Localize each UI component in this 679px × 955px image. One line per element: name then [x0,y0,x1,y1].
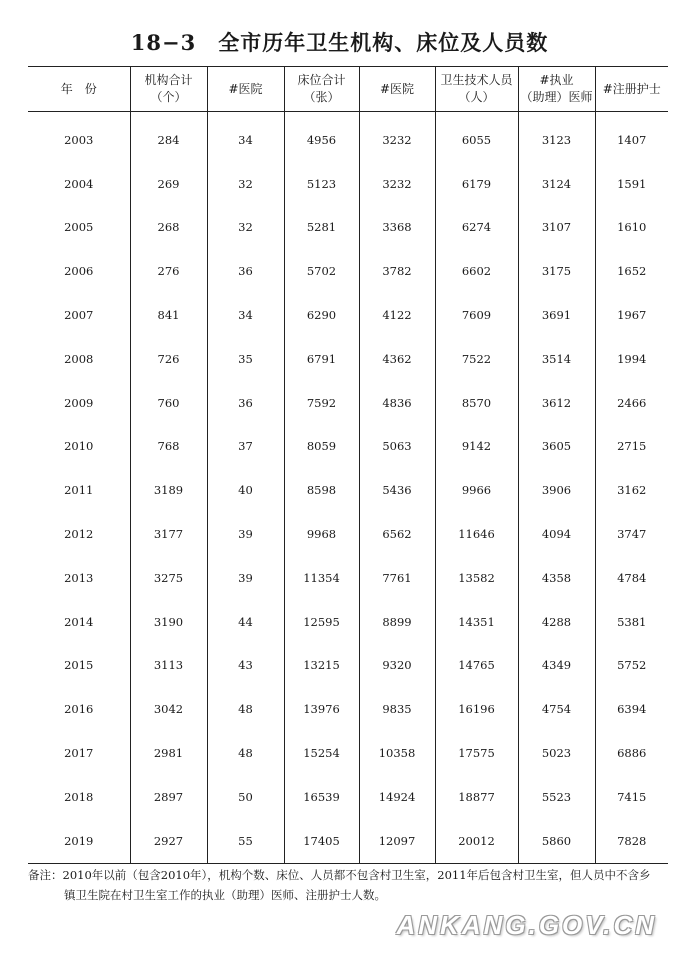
table-row [28,112,668,162]
value-cell: 4122 [359,293,435,337]
year-cell: 2003 [64,132,94,147]
value-cell: 37 [207,425,284,469]
value-cell: 7609 [435,293,518,337]
value-cell: 1610 [595,206,668,250]
value-cell: 4288 [518,600,595,644]
value-cell: 1407 [595,112,668,162]
value-cell: 34 [207,112,284,162]
value-cell: 8899 [359,600,435,644]
value-cell: 3107 [518,206,595,250]
value-cell: 6290 [284,293,359,337]
value-cell: 5381 [595,600,668,644]
col-header-physicians: #执业 （助理）医师 [518,67,595,112]
year-cell: 2011 [64,483,94,498]
table-row [28,337,668,381]
table-row [28,644,668,688]
value-cell: 7828 [595,819,668,863]
value-cell: 14924 [359,775,435,819]
year-cell: 2019 [28,819,130,863]
page-title [0,27,679,57]
table-row [28,425,668,469]
value-cell: 34 [207,293,284,337]
year-cell: 2009 [64,395,94,410]
value-cell: 9320 [359,644,435,688]
value-cell: 6602 [435,249,518,293]
year-cell: 2012 [64,527,94,542]
value-cell: 5702 [284,249,359,293]
value-cell: 6179 [435,162,518,206]
value-cell: 11354 [284,556,359,600]
table-body [28,112,668,864]
table-row [28,731,668,775]
col-header-hospitals: #医院 [207,67,284,112]
value-cell: 3042 [130,687,207,731]
year-cell: 2017 [64,746,94,761]
value-cell: 14765 [435,644,518,688]
value-cell: 3782 [359,249,435,293]
value-cell: 6886 [595,731,668,775]
value-cell: 8598 [284,468,359,512]
col-header-health-technicians: 卫生技术人员 （人） [435,67,518,112]
table-row [28,556,668,600]
value-cell: 4784 [595,556,668,600]
value-cell: 841 [130,293,207,337]
value-cell: 3162 [595,468,668,512]
value-cell: 6274 [435,206,518,250]
value-cell: 2466 [595,381,668,425]
year-cell: 2006 [64,264,94,279]
col-header-hospital-beds: #医院 [359,67,435,112]
value-cell: 3189 [130,468,207,512]
value-cell: 7761 [359,556,435,600]
value-cell: 4094 [518,512,595,556]
value-cell: 268 [130,206,207,250]
value-cell: 269 [130,162,207,206]
year-cell: 2013 [64,570,94,585]
value-cell: 16196 [435,687,518,731]
table-row [28,293,668,337]
value-cell: 55 [207,819,284,863]
value-cell: 10358 [359,731,435,775]
value-cell: 5281 [284,206,359,250]
value-cell: 3612 [518,381,595,425]
value-cell: 3123 [518,112,595,162]
col-header-registered-nurses: #注册护士 [595,67,668,112]
col-header-year: 年 份 [28,67,130,112]
value-cell: 3232 [359,162,435,206]
statistics-table [28,66,668,864]
value-cell: 276 [130,249,207,293]
value-cell: 3232 [359,112,435,162]
value-cell: 6562 [359,512,435,556]
value-cell: 12595 [284,600,359,644]
value-cell: 36 [207,249,284,293]
value-cell: 39 [207,512,284,556]
value-cell: 35 [207,337,284,381]
value-cell: 1652 [595,249,668,293]
value-cell: 12097 [359,819,435,863]
value-cell: 5023 [518,731,595,775]
value-cell: 760 [130,381,207,425]
year-cell: 2008 [64,351,94,366]
footnote-line-2: 镇卫生院在村卫生室工作的执业（助理）医师、注册护士人数。 [64,888,386,902]
value-cell: 4362 [359,337,435,381]
value-cell: 5123 [284,162,359,206]
year-cell: 2018 [64,789,94,804]
value-cell: 7415 [595,775,668,819]
value-cell: 3691 [518,293,595,337]
watermark: ANKANG.GOV.CN [396,910,657,940]
header-row [28,67,668,112]
value-cell: 15254 [284,731,359,775]
value-cell: 3605 [518,425,595,469]
value-cell: 39 [207,556,284,600]
value-cell: 7522 [435,337,518,381]
value-cell: 9968 [284,512,359,556]
value-cell: 9966 [435,468,518,512]
table-title-text: 全市历年卫生机构、床位及人员数 [218,30,549,55]
value-cell: 5523 [518,775,595,819]
table-row [28,600,668,644]
value-cell: 9835 [359,687,435,731]
value-cell: 4836 [359,381,435,425]
value-cell: 3747 [595,512,668,556]
value-cell: 3368 [359,206,435,250]
value-cell: 13582 [435,556,518,600]
value-cell: 1994 [595,337,668,381]
table-row [28,206,668,250]
value-cell: 9142 [435,425,518,469]
value-cell: 44 [207,600,284,644]
value-cell: 32 [207,162,284,206]
col-header-institutions-total: 机构合计 （个） [130,67,207,112]
value-cell: 3177 [130,512,207,556]
value-cell: 5860 [518,819,595,863]
year-cell: 2007 [64,308,94,323]
value-cell: 3175 [518,249,595,293]
year-cell: 2004 [64,176,94,191]
value-cell: 17575 [435,731,518,775]
year-cell: 2010 [64,439,94,454]
value-cell: 3906 [518,468,595,512]
value-cell: 4956 [284,112,359,162]
year-cell: 2015 [64,658,94,673]
value-cell: 43 [207,644,284,688]
year-cell: 2005 [64,220,94,235]
col-header-beds-total: 床位合计 （张） [284,67,359,112]
year-cell: 2016 [64,702,94,717]
value-cell: 18877 [435,775,518,819]
footnote-line-1: 备注：2010年以前（包含2010年），机构个数、床位、人员都不包含村卫生室，2011年后包含村卫生室，但人员中不含乡 [28,868,651,882]
value-cell: 36 [207,381,284,425]
value-cell: 2897 [130,775,207,819]
value-cell: 768 [130,425,207,469]
value-cell: 4358 [518,556,595,600]
value-cell: 20012 [435,819,518,863]
value-cell: 8570 [435,381,518,425]
value-cell: 3514 [518,337,595,381]
value-cell: 13215 [284,644,359,688]
value-cell: 284 [130,112,207,162]
footnote [28,865,668,905]
table-header [28,67,668,112]
value-cell: 4349 [518,644,595,688]
value-cell: 32 [207,206,284,250]
value-cell: 48 [207,731,284,775]
value-cell: 2981 [130,731,207,775]
value-cell: 48 [207,687,284,731]
table-row [28,687,668,731]
value-cell: 1967 [595,293,668,337]
value-cell: 726 [130,337,207,381]
value-cell: 14351 [435,600,518,644]
value-cell: 13976 [284,687,359,731]
year-cell: 2014 [64,614,94,629]
table-row [28,162,668,206]
value-cell: 40 [207,468,284,512]
value-cell: 3190 [130,600,207,644]
value-cell: 3113 [130,644,207,688]
table-number: 18−3 [130,30,197,55]
value-cell: 1591 [595,162,668,206]
value-cell: 5063 [359,425,435,469]
value-cell: 6791 [284,337,359,381]
table-row [28,819,668,863]
value-cell: 2927 [130,819,207,863]
value-cell: 7592 [284,381,359,425]
table-row [28,381,668,425]
table-row [28,249,668,293]
value-cell: 17405 [284,819,359,863]
value-cell: 4754 [518,687,595,731]
value-cell: 11646 [435,512,518,556]
value-cell: 3124 [518,162,595,206]
value-cell: 16539 [284,775,359,819]
value-cell: 3275 [130,556,207,600]
value-cell: 2715 [595,425,668,469]
value-cell: 5436 [359,468,435,512]
value-cell: 8059 [284,425,359,469]
value-cell: 5752 [595,644,668,688]
table-row [28,468,668,512]
table-row [28,775,668,819]
value-cell: 6055 [435,112,518,162]
value-cell: 50 [207,775,284,819]
table-row [28,512,668,556]
value-cell: 6394 [595,687,668,731]
